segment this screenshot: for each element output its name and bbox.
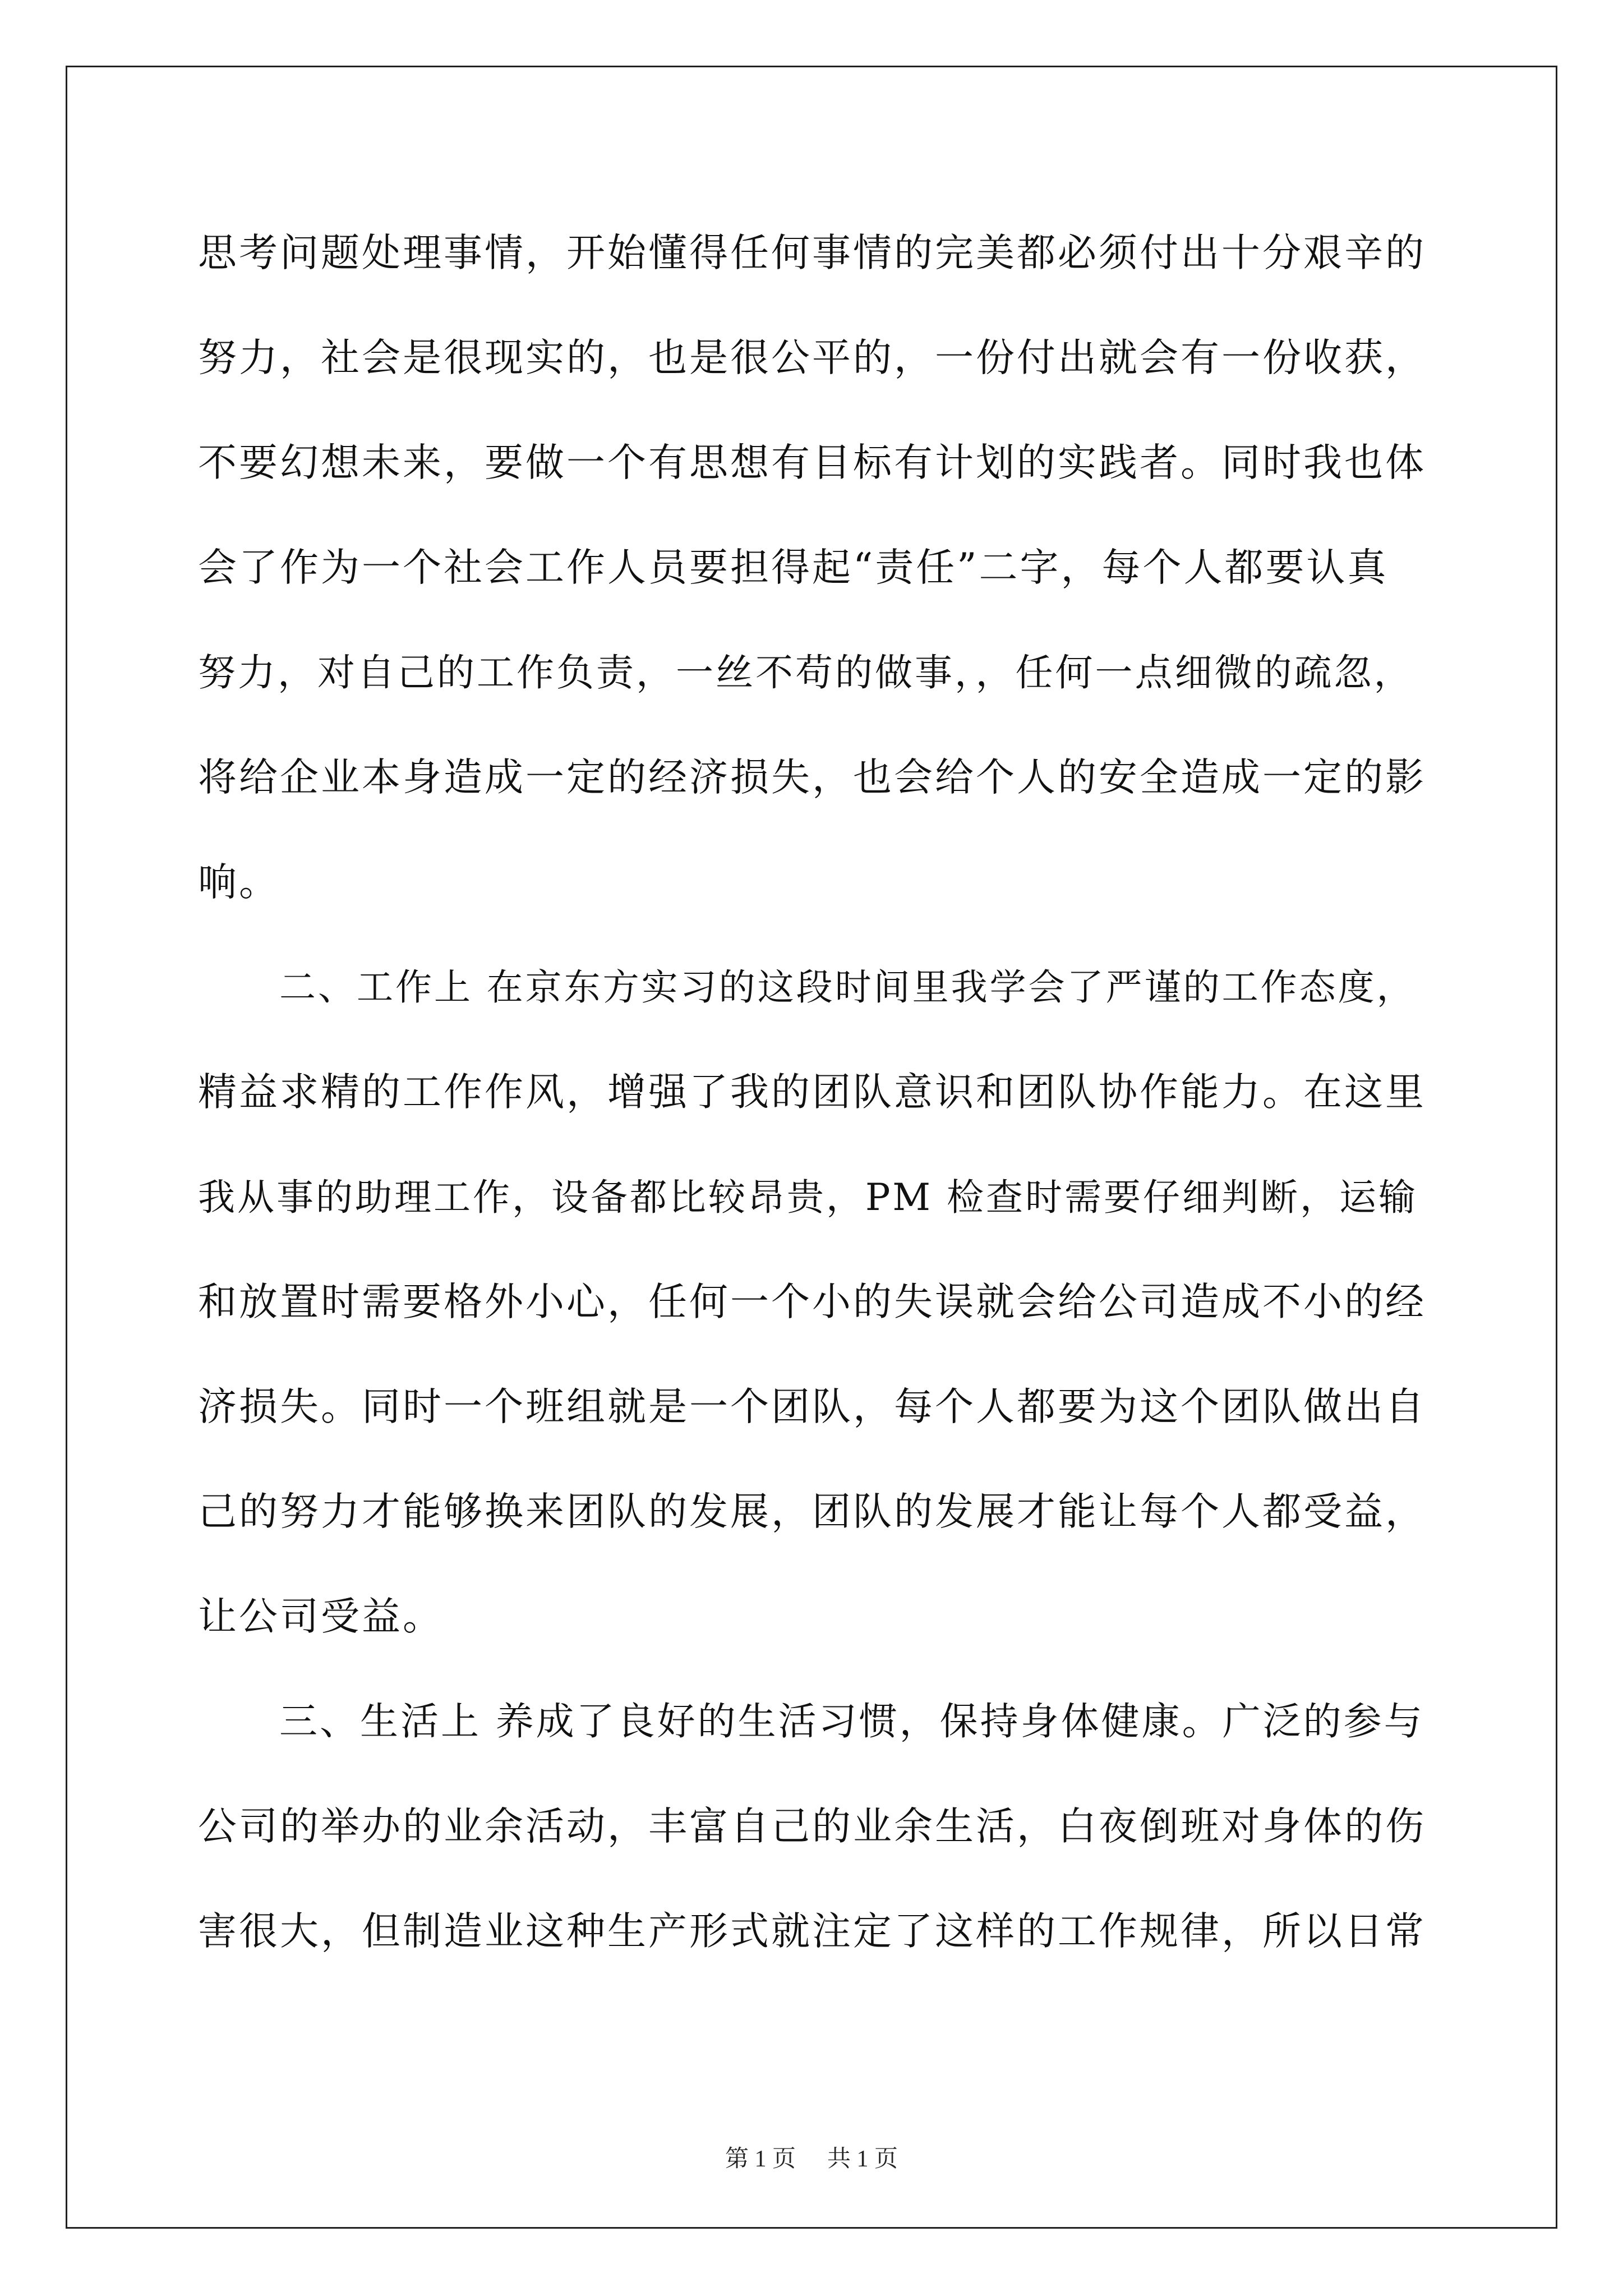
text-line: 和放置时需要格外小心，任何一个小的失误就会给公司造成不小的经: [198, 1280, 1426, 1324]
text-line: 努力，社会是很现实的，也是很公平的，一份付出就会有一份收获，: [198, 335, 1426, 380]
section-heading-line: 三、生活上 养成了良好的生活习惯，保持身体健康。广泛的参与: [279, 1700, 1424, 1744]
text-line: 害很大，但制造业这种生产形式就注定了这样的工作规律，所以日常: [198, 1909, 1426, 1954]
text-line: 将给企业本身造成一定的经济损失，也会给个人的安全造成一定的影: [198, 755, 1426, 800]
page-total: 共 1 页: [827, 2146, 898, 2172]
text-line: 我从事的助理工作，设备都比较昂贵，PM 检查时需要仔细判断，运输: [198, 1176, 1418, 1219]
text-line: 让公司受益。: [198, 1594, 444, 1639]
text-line: 公司的举办的业余活动，丰富自己的业余生活，白夜倒班对身体的伤: [198, 1804, 1426, 1849]
text-line: 会了作为一个社会工作人员要担得起“责任”二字，每个人都要认真: [198, 545, 1389, 590]
text-line: 精益求精的工作作风，增强了我的团队意识和团队协作能力。在这里: [198, 1070, 1426, 1115]
text-line: 思考问题处理事情，开始懂得任何事情的完美都必须付出十分艰辛的: [198, 231, 1426, 275]
text-line: 不要幻想未来，要做一个有思想有目标有计划的实践者。同时我也体: [198, 440, 1426, 485]
page-number: 第 1 页: [725, 2146, 796, 2172]
document-body: [198, 201, 1426, 1984]
section-heading-line: 二、工作上 在京东方实习的这段时间里我学会了严谨的工作态度，: [279, 967, 1415, 1009]
page-footer: [0, 2140, 1623, 2174]
text-line: 己的努力才能够换来团队的发展，团队的发展才能让每个人都受益，: [198, 1489, 1426, 1534]
text-line: 努力，对自己的工作负责，一丝不苟的做事，，任何一点细微的疏忽，: [198, 651, 1414, 694]
text-line: 济损失。同时一个班组就是一个团队，每个人都要为这个团队做出自: [198, 1384, 1426, 1429]
text-line: 响。: [198, 860, 280, 905]
